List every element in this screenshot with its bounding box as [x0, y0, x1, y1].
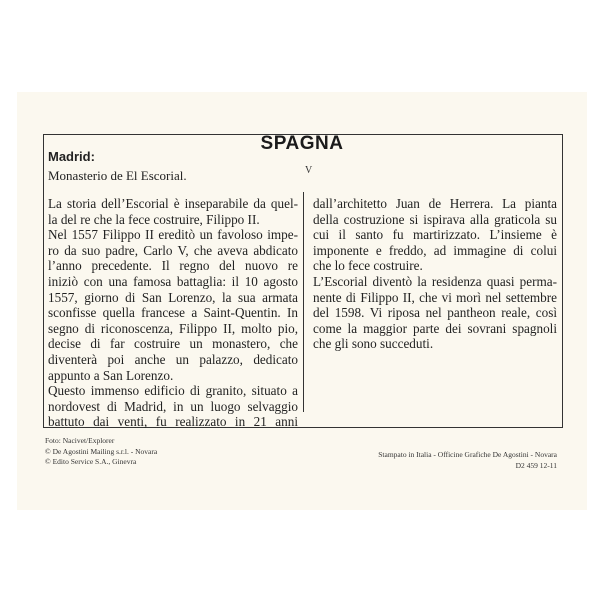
- printer-footer: [378, 450, 557, 471]
- subject-line: Monasterio de El Escorial.: [48, 168, 187, 183]
- text-line: cui il santo fu martirizzato. L’insieme è: [313, 227, 557, 243]
- text-line: che gli sono succeduti.: [313, 336, 434, 352]
- column-divider: [303, 192, 304, 412]
- text-line: che lo fece costruire.: [313, 258, 423, 274]
- text-line: come la maggior parte dei sovrani spagnoli: [313, 320, 557, 336]
- text-column-left: [48, 196, 298, 430]
- credits-footer: [45, 436, 157, 468]
- catalog-code: D2 459 12-11: [515, 460, 557, 470]
- text-line: sconfisse quella francese a Saint-Quentin. In: [48, 305, 298, 321]
- text-line: battuto dai venti, fu realizzato in 21 anni: [48, 414, 298, 430]
- text-line: ro da suo padre, Carlo V, che aveva abdicato: [48, 242, 298, 258]
- text-line: la del re che la fece costruire, Filippo II.: [48, 211, 260, 227]
- text-line: nente di Filippo II, che vi morì nel settembre: [313, 289, 557, 305]
- text-line: della costruzione si ispirava alla graticola su: [313, 211, 557, 227]
- volume-mark: V: [305, 165, 313, 176]
- text-line: segno di riconoscenza, Filippo II, molto pio,: [48, 320, 298, 336]
- text-line: La storia dell’Escorial è inseparabile da quel-: [48, 196, 298, 211]
- text-line: l’anno precedente. Il regno del nuovo re: [48, 258, 298, 274]
- text-line: nordovest di Madrid, in un luogo selvaggio: [48, 398, 298, 414]
- copyright-line: © De Agostini Mailing s.r.l. - Novara: [45, 446, 158, 456]
- printer-line: Stampato in Italia - Officine Grafiche De Agostini - Novara: [378, 450, 557, 459]
- postcard: [17, 92, 587, 510]
- text-line: dall’architetto Juan de Herrera. La pianta: [313, 196, 557, 211]
- text-line: del 1598. Vi riposa nel pantheon reale, così: [313, 305, 557, 321]
- text-line: Questo immenso edificio di granito, situato a: [48, 383, 298, 399]
- city-heading: Madrid:: [48, 149, 95, 164]
- text-line: L’Escorial diventò la residenza quasi perma-: [313, 273, 557, 289]
- text-column-right: [313, 196, 557, 352]
- copyright-line: © Edito Service S.A., Ginevra: [45, 457, 137, 466]
- text-line: Nel 1557 Filippo II ereditò un favoloso impe-: [48, 227, 298, 243]
- text-line: diventerà poi anche un palazzo, dedicato: [48, 351, 298, 367]
- text-line: iniziò con una famosa battaglia: il 10 agosto: [48, 273, 298, 289]
- text-line: decise di far costruire un monastero, che: [48, 336, 298, 352]
- text-line: imponente e freddo, ad immagine di colui: [313, 242, 557, 258]
- text-line: 1557, giorno di San Lorenzo, la sua armata: [48, 289, 298, 305]
- photo-credit: Foto: Nacivet/Explorer: [45, 436, 115, 445]
- text-line: appunto a San Lorenzo.: [48, 367, 174, 383]
- page-title: SPAGNA: [260, 133, 344, 154]
